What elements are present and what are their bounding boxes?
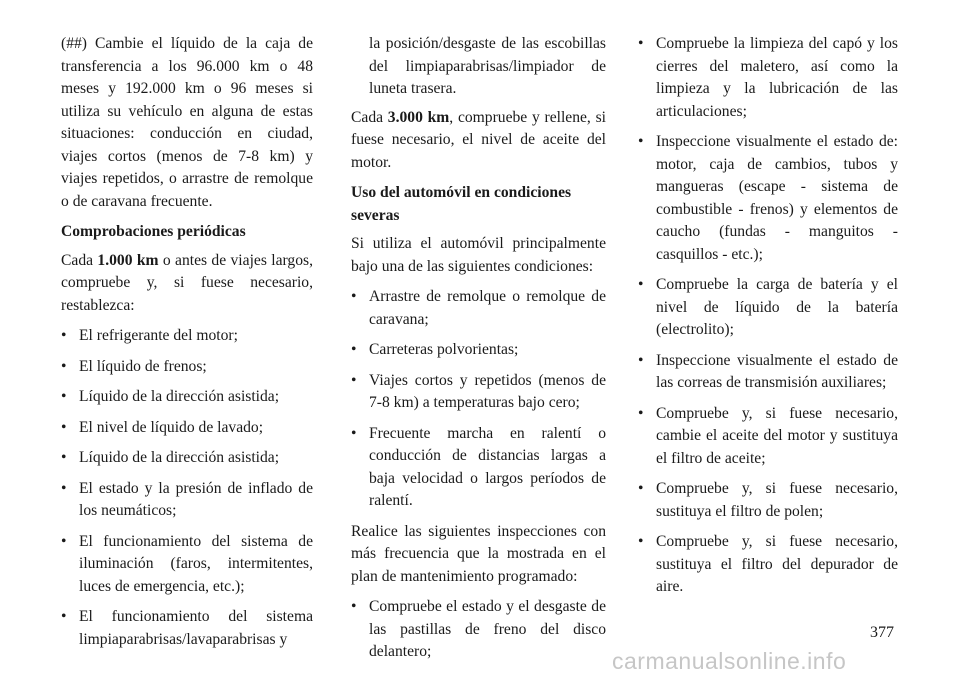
interval-3000km: 3.000 km: [387, 108, 450, 126]
list-item: • El nivel de líquido de lavado;: [61, 417, 313, 440]
list-item: • Compruebe y, si fuese necesario, cambie el aceite del motor y sustituya el filtro de aceite;: [638, 404, 898, 467]
list-item: • Compruebe y, si fuese necesario, sustituya el filtro de polen;: [638, 480, 898, 520]
bullet-icon: •: [61, 357, 67, 375]
bullet-icon: •: [61, 532, 67, 550]
column-right: [638, 33, 898, 607]
list-item: • Líquido de la dirección asistida;: [61, 386, 313, 409]
list-item: • Compruebe la carga de batería y el nivel de líquido de la batería (electrolito);: [638, 276, 898, 338]
list-item: • Compruebe y, si fuese necesario, sustituya el filtro del depurador de aire.: [638, 533, 898, 595]
list-item: • Inspeccione visualmente el estado de: motor, caja de cambios, tubos y mangueras (escape - sistema de combustible - frenos) y elementos de caucho (fundas - manguitos - casquillos - etc.);: [638, 133, 898, 263]
frequent-inspections-paragraph: Realice las siguientes inspecciones con más frecuencia que la mostrada en el plan de mantenimiento programado:: [351, 522, 606, 585]
bullet-icon: •: [351, 341, 357, 358]
periodic-checks-heading: Comprobaciones periódicas: [61, 223, 246, 240]
bullet-icon: •: [61, 327, 67, 344]
bullet-icon: •: [61, 479, 67, 497]
list-item: • Líquido de la dirección asistida;: [61, 447, 313, 470]
bullet-icon: •: [61, 449, 67, 466]
list-item: • Carreteras polvorientas;: [351, 339, 606, 362]
bullet-icon: •: [638, 351, 644, 369]
column-left: [61, 33, 313, 659]
bullet-icon: •: [638, 276, 644, 293]
bullet-icon: •: [351, 424, 357, 442]
severe-conditions-list: [351, 286, 606, 513]
bullet-icon: •: [638, 480, 644, 497]
column-middle: [351, 33, 606, 672]
list-item: • Compruebe el estado y el desgaste de las pastillas de freno del disco delantero;: [351, 598, 606, 660]
list-item: • El refrigerante del motor;: [61, 325, 313, 348]
list-item: • El funcionamiento del sistema limpiaparabrisas/lavaparabrisas y: [61, 608, 313, 648]
list-item-continuation: la posición/desgaste de las escobillas del limpiaparabrisas/limpiador de luneta trasera.: [369, 35, 606, 97]
list-item: • Arrastre de remolque o remolque de caravana;: [351, 288, 606, 328]
every-3000km-paragraph: Cada 3.000 km, compruebe y rellene, si fuese necesario, el nivel de aceite del motor.: [351, 108, 606, 171]
list-item: • El estado y la presión de inflado de los neumáticos;: [61, 479, 313, 519]
bullet-icon: •: [638, 133, 644, 150]
transfer-case-note: (##) Cambie el líquido de la caja de transferencia a los 96.000 km o 48 meses y 192.000 km o 96 meses si utiliza su vehículo en alguna de estas situaciones: conducción en ciudad, viajes cortos (menos de 7-8 km) y viajes repetidos, o arrastre de remolque o de caravana frecuente.: [61, 35, 313, 210]
list-item: • El funcionamiento del sistema de iluminación (faros, intermitentes, luces de emergencia, etc.);: [61, 532, 313, 595]
list-item: • El líquido de frenos;: [61, 356, 313, 379]
page-number: 377: [870, 624, 894, 641]
bullet-icon: •: [638, 533, 644, 550]
list-item: • Viajes cortos y repetidos (menos de 7-8 km) a temperaturas bajo cero;: [351, 371, 606, 411]
severe-conditions-intro: Si utiliza el automóvil principalmente bajo una de las siguientes condiciones:: [351, 235, 606, 275]
bullet-icon: •: [351, 371, 357, 389]
list-item: • Compruebe la limpieza del capó y los cierres del maletero, así como la limpieza y la lubricación de las articulaciones;: [638, 35, 898, 120]
bullet-icon: •: [638, 404, 644, 422]
list-item: • Inspeccione visualmente el estado de las correas de transmisión auxiliares;: [638, 351, 898, 391]
bullet-icon: •: [351, 598, 357, 615]
inspections-list-continued: [638, 33, 898, 599]
bullet-icon: •: [638, 35, 644, 52]
severe-conditions-heading: Uso del automóvil en condiciones severas: [351, 184, 572, 224]
frequent-inspections-list: [351, 596, 606, 664]
list-item: • Frecuente marcha en ralentí o conducción de distancias largas a baja velocidad o largos períodos de ralentí.: [351, 424, 606, 509]
periodic-checks-list: [61, 325, 313, 651]
watermark: carmanualsonline.info: [612, 648, 847, 674]
every-1000km-paragraph: Cada 1.000 km o antes de viajes largos, compruebe y, si fuese necesario, restablezca:: [61, 251, 313, 314]
bullet-icon: •: [351, 288, 357, 305]
bullet-icon: •: [61, 418, 67, 436]
bullet-icon: •: [61, 608, 67, 625]
interval-1000km: 1.000 km: [97, 251, 159, 269]
bullet-icon: •: [61, 388, 67, 405]
